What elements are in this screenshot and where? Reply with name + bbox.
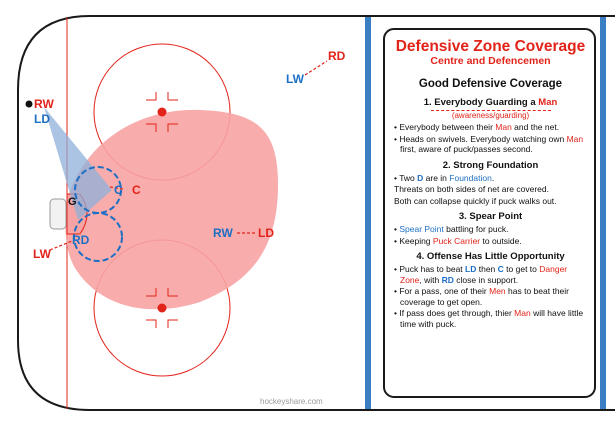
player-ld-left: LD — [34, 112, 50, 126]
panel-subtitle: Centre and Defencemen — [430, 55, 551, 67]
section-1-note: (awareness/guarding) — [451, 111, 530, 120]
puck — [26, 101, 33, 108]
player-lw-top: LW — [286, 72, 304, 86]
section-1-title: 1. Everybody Guarding a Man — [423, 97, 558, 108]
player-goalie: G — [68, 196, 77, 208]
faceoff-dot-top — [158, 108, 167, 117]
section-3-title: 3. Spear Point — [458, 211, 523, 222]
section-2-bullet-3: Both can collapse quickly if puck walks out. — [394, 195, 557, 206]
player-lw-bottom: LW — [33, 247, 51, 261]
player-rw-top: RW — [34, 97, 54, 111]
panel-heading: Good Defensive Coverage — [418, 78, 563, 90]
danger-zone — [65, 110, 278, 309]
section-2-title: 2. Strong Foundation — [442, 159, 539, 171]
section-2-bullet-2: Threats on both sides of net are covered. — [394, 184, 549, 194]
section-2-bullet-1: • Two D are in Foundation. — [394, 172, 495, 183]
watermark: hockeyshare.com — [260, 397, 323, 406]
player-rd-near: RD — [72, 233, 90, 247]
section-4-title: 4. Offense Has Little Opportunity — [416, 251, 565, 262]
player-c-attacker: C — [132, 183, 141, 197]
section-1-bullet-1: • Everybody between their Man and the net. — [394, 122, 560, 132]
section-4-bullet-2: • For a pass, one of their Men has to beat their coverage to get open. — [394, 286, 569, 307]
blue-line-far — [600, 17, 606, 409]
net — [50, 199, 66, 229]
section-3-bullet-1: • Spear Point battling for puck. — [394, 224, 509, 234]
section-4-bullet-1: • Puck has to beat LD then C to get to Danger Zone, with RD close in support. — [394, 264, 568, 285]
section-1-bullet-2: • Heads on swivels. Everybody watching own Man first, aware of puck/passes second. — [394, 133, 584, 154]
player-ld-mid: LD — [258, 226, 274, 240]
player-rw-mid: RW — [213, 226, 233, 240]
player-rd-top: RD — [328, 49, 346, 63]
faceoff-dot-bottom — [158, 304, 167, 313]
info-panel — [383, 28, 596, 398]
section-3-bullet-2: • Keeping Puck Carrier to outside. — [394, 235, 522, 246]
section-4-bullet-3: • If pass does get through, thier Man will have little time with puck. — [394, 308, 584, 329]
blue-line — [365, 17, 371, 409]
player-c-near: C — [114, 183, 123, 197]
panel-title: Defensive Zone Coverage — [395, 38, 586, 55]
